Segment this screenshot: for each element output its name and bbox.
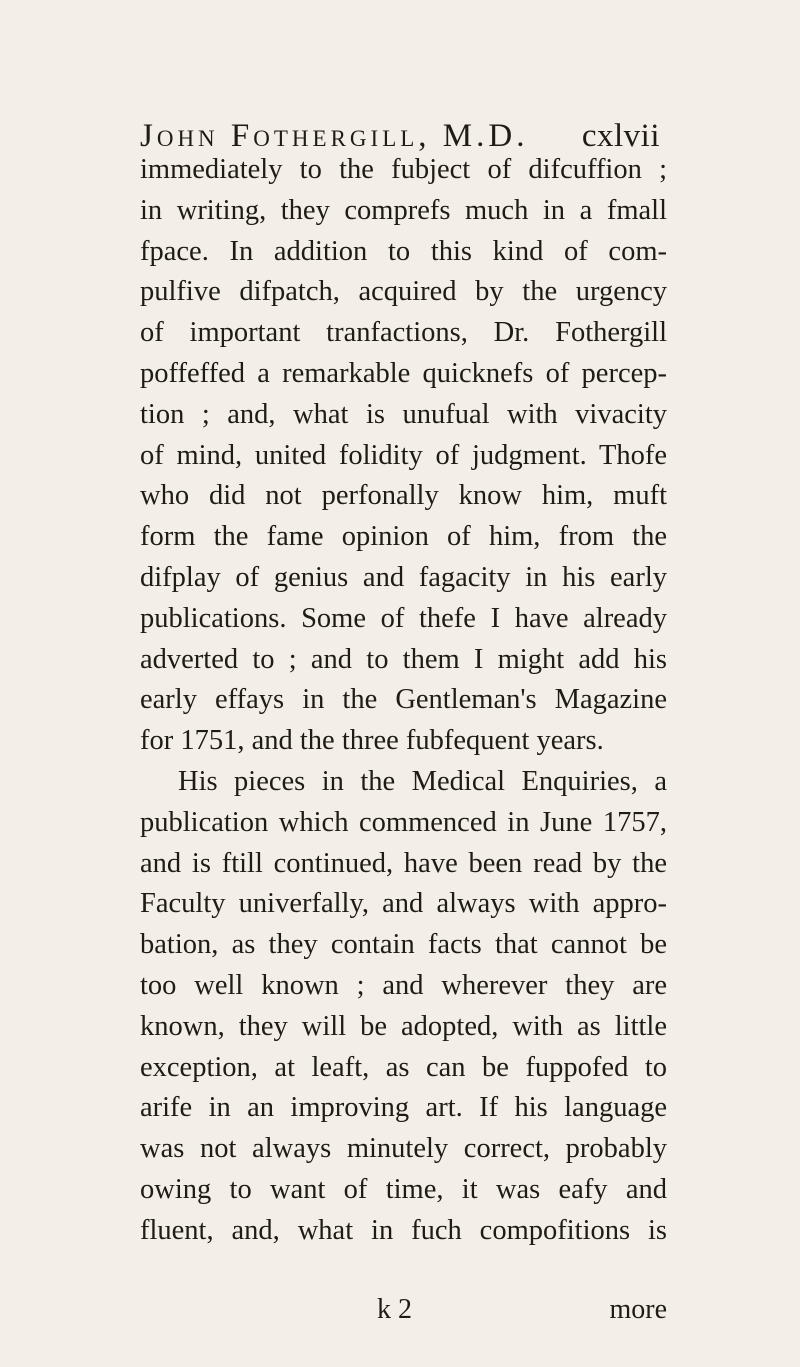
text-line: too well known ; and wherever they are [140, 969, 667, 1001]
text-line: bation, as they contain facts that cannot be [140, 929, 667, 961]
catchword: more [609, 1294, 667, 1325]
page-footer [140, 1294, 667, 1334]
text-line: tion ; and, what is unufual with vivacity [140, 398, 667, 430]
text-line: known, they will be adopted, with as little [140, 1010, 667, 1042]
text-line: adverted to ; and to them I might add his [140, 643, 667, 675]
text-line: Faculty univerfally, and always with appro- [140, 888, 667, 920]
text-line: who did not perfonally know him, muft [140, 480, 667, 512]
running-title: John Fothergill, M.D. [140, 118, 529, 154]
text-line: was not always minutely correct, probably [140, 1133, 667, 1165]
text-line: owing to want of time, it was eafy and [140, 1173, 667, 1205]
text-line: fpace. In addition to this kind of com- [140, 235, 667, 267]
text-line: for 1751, and the three fubfequent years. [140, 725, 604, 757]
text-line: in writing, they comprefs much in a fmall [140, 194, 667, 226]
text-line: pulfive difpatch, acquired by the urgency [140, 276, 667, 308]
text-line: and is ftill continued, have been read by the [140, 847, 667, 879]
text-line: immediately to the fubject of difcuffion ; [140, 154, 667, 185]
text-line: exception, at leaft, as can be fuppofed to [140, 1051, 667, 1083]
text-line: arife in an improving art. If his language [140, 1092, 667, 1124]
text-line: form the fame opinion of him, from the [140, 521, 667, 553]
text-line: early effays in the Gentleman's Magazine [140, 684, 667, 716]
text-line: publication which commenced in June 1757, [140, 806, 667, 838]
signature-mark: k 2 [377, 1294, 412, 1325]
text-line: publications. Some of thefe I have already [140, 602, 667, 634]
text-line: of mind, united folidity of judgment. Thofe [140, 439, 667, 471]
body-text [140, 150, 667, 1252]
text-line: His pieces in the Medical Enquiries, a [178, 765, 667, 797]
text-line: difplay of genius and fagacity in his early [140, 561, 667, 593]
page-number: cxlvii [581, 118, 660, 154]
text-line: of important tranfactions, Dr. Fothergill [140, 317, 667, 349]
text-line: fluent, and, what in fuch compofitions is [140, 1214, 667, 1246]
text-line: poffeffed a remarkable quicknefs of percep- [140, 357, 667, 389]
